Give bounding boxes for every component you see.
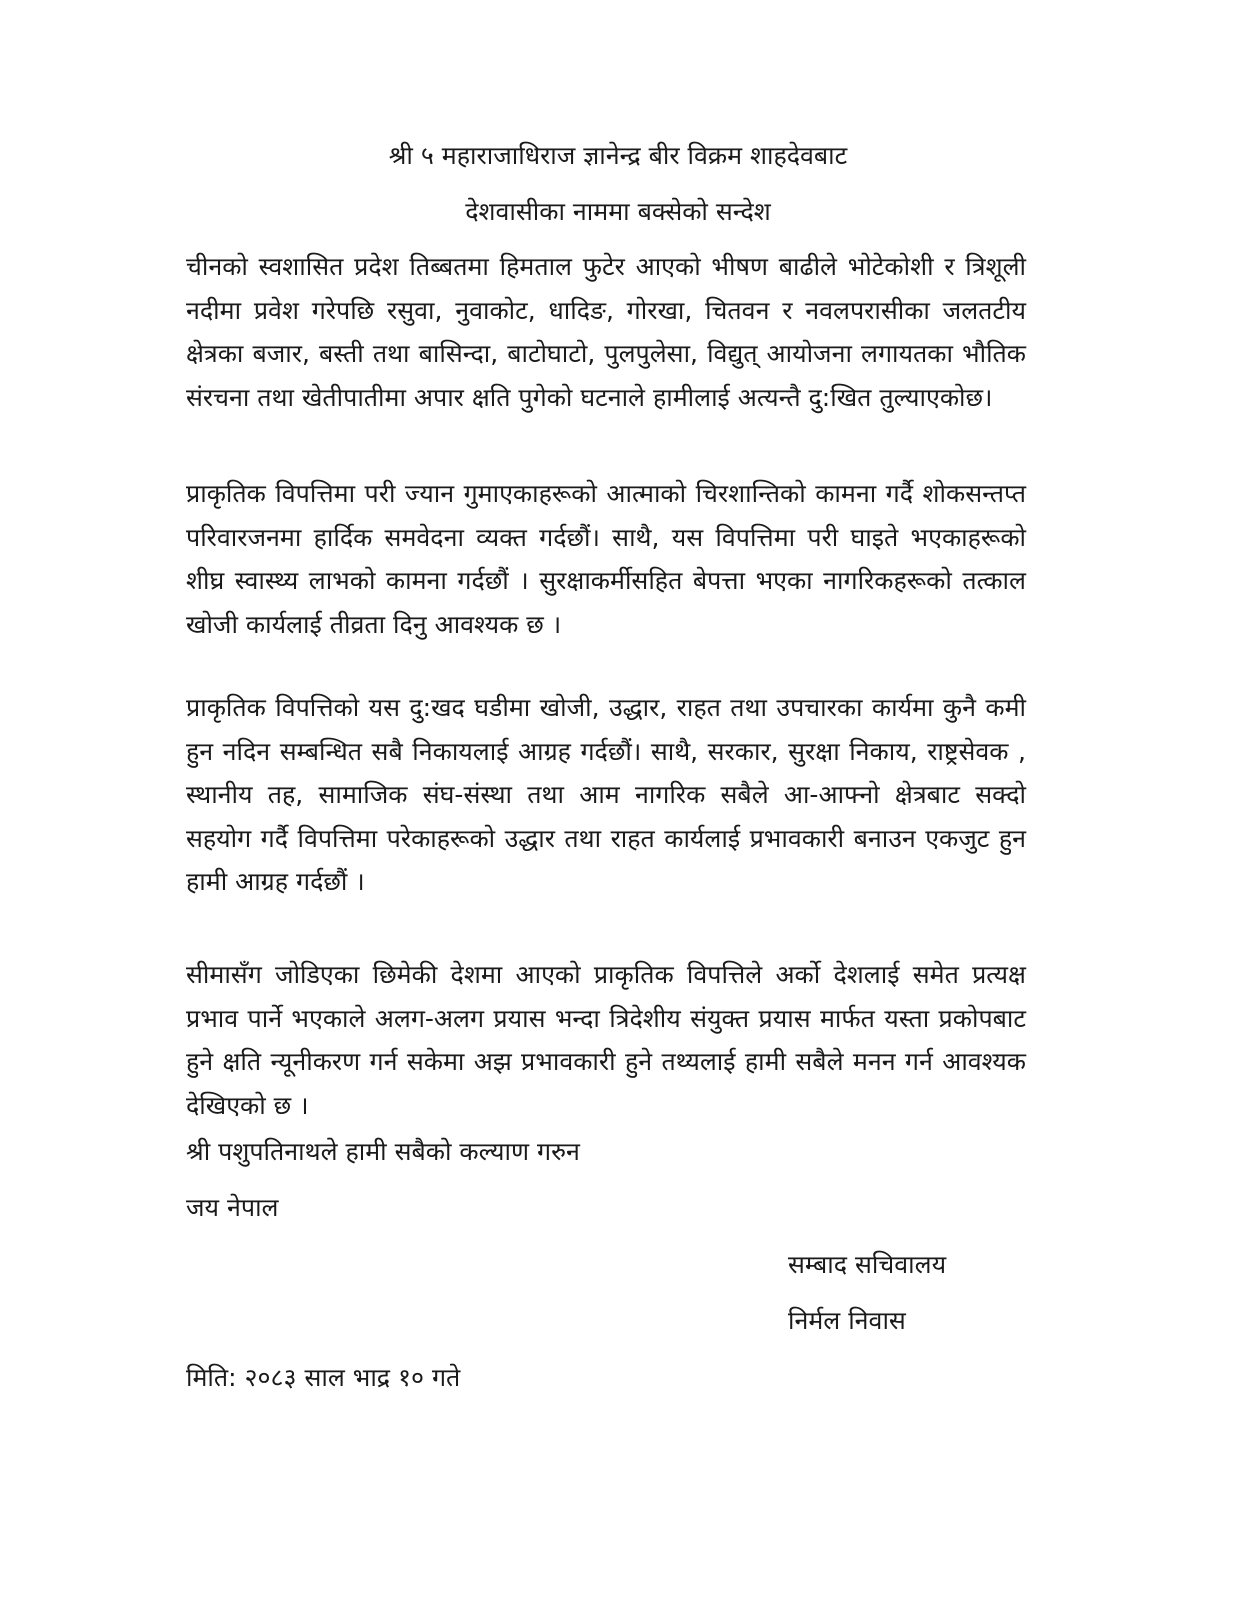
signature-office: सम्बाद सचिवालय (788, 1250, 947, 1279)
closing-blessing: श्री पशुपतिनाथले हामी सबैको कल्याण गरुन (186, 1137, 580, 1166)
closing-salutation: जय नेपाल (186, 1193, 279, 1222)
paragraph-3: प्राकृतिक विपत्तिको यस दु:खद घडीमा खोजी, उद्धार, राहत तथा उपचारका कार्यमा कुनै कमी हुन नदिन सम्बन्धित सबै निकायलाई आग्रह गर्दछौं। साथै, सरकार, सुरक्षा निकाय, राष्ट्रसेवक , स्थानीय तह, सामाजिक संघ-संस्था तथा आम नागरिक सबैले आ-आफ्नो क्षेत्रबाट सक्दो सहयोग गर्दै विपत्तिमा परेकाहरूको उद्धार तथा राहत कार्यलाई प्रभावकारी बनाउन एकजुट हुन हामी आग्रह गर्दछौं । (186, 693, 1026, 896)
paragraph-4: सीमासँग जोडिएका छिमेकी देशमा आएको प्राकृतिक विपत्तिले अर्को देशलाई समेत प्रत्यक्ष प्रभाव पार्ने भएकाले अलग-अलग प्रयास भन्दा त्रिदेशीय संयुक्त प्रयास मार्फत यस्ता प्रकोपबाट हुने क्षति न्यूनीकरण गर्न सकेमा अझ प्रभावकारी हुने तथ्यलाई हामी सबैले मनन गर्न आवश्यक देखिएको छ । (186, 960, 1026, 1120)
paragraph-1: चीनको स्वशासित प्रदेश तिब्बतमा हिमताल फुटेर आएको भीषण बाढीले भोटेकोशी र त्रिशूली नदीमा प्रवेश गरेपछि रसुवा, नुवाकोट, धादिङ, गोरखा, चितवन र नवलपरासीका जलतटीय क्षेत्रका बजार, बस्ती तथा बासिन्दा, बाटोघाटो, पुलपुलेसा, विद्युत् आयोजना लगायतका भौतिक संरचना तथा खेतीपातीमा अपार क्षति पुगेको घटनाले हामीलाई अत्यन्तै दु:खित तुल्याएकोछ। (186, 252, 1026, 412)
document-title-line-2: देशवासीका नाममा बक्सेको सन्देश (465, 197, 771, 226)
document-title-line-1: श्री ५ महाराजाधिराज ज्ञानेन्द्र बीर विक्रम शाहदेवबाट (388, 141, 848, 170)
paragraph-2: प्राकृतिक विपत्तिमा परी ज्यान गुमाएकाहरूको आत्माको चिरशान्तिको कामना गर्दै शोकसन्तप्त परिवारजनमा हार्दिक समवेदना व्यक्त गर्दछौं। साथै, यस विपत्तिमा परी घाइते भएकाहरूको शीघ्र स्वास्थ्य लाभको कामना गर्दछौं । सुरक्षाकर्मीसहित बेपत्ता भएका नागरिकहरूको तत्काल खोजी कार्यलाई तीव्रता दिनु आवश्यक छ । (186, 479, 1026, 639)
signature-residence: निर्मल निवास (788, 1306, 906, 1335)
document-date: मिति: २०८३ साल भाद्र १० गते (186, 1363, 461, 1392)
